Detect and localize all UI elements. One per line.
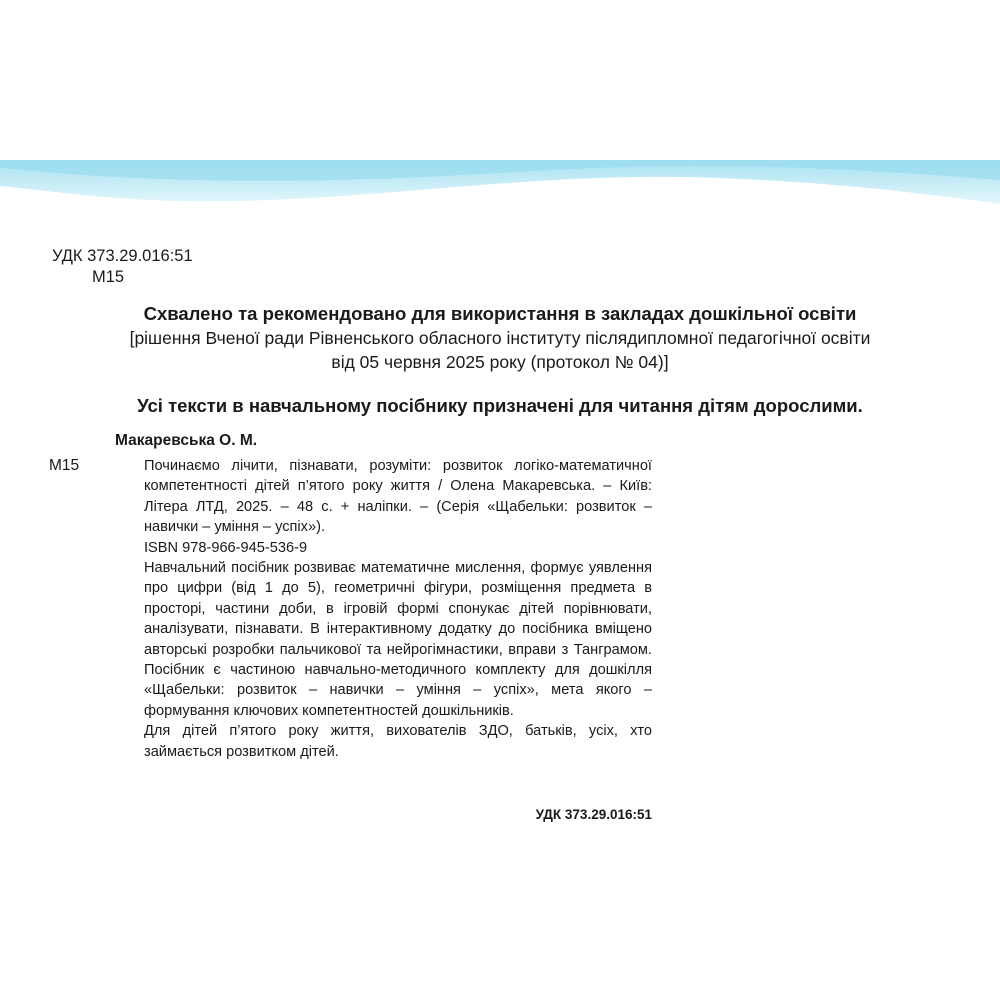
reading-notice: Усі тексти в навчальному посібнику призначені для читання дітям дорослими. [137,395,863,416]
approval-decision-line1: [рішення Вченої ради Рівненського обласного інституту післядипломної педагогічної освіти [129,328,871,348]
isbn: ISBN 978-966-945-536-9 [144,539,308,556]
bibliographic-description [144,456,652,762]
udk-footer: УДК 373.29.016:51 [535,807,652,822]
author-name: Макаревська О. М. [115,432,258,449]
approval-title: Схвалено та рекомендовано для використання в закладах дошкільної освіти [143,303,857,324]
audience-text: Для дітей п’ятого року життя, вихователів ЗДО, батьків, усіх, хто займається розвитком дітей. [144,723,652,760]
index-code: М15 [92,268,125,286]
approval-block [40,302,960,374]
annotation-text: Навчальний посібник розвиває математичне мислення, формує уявлення про цифри (від 1 до 5), геометричні фігури, розміщення предмета в просторі, частини доби, в ігровій формі спонукає дітей порівнювати, аналізувати, пізнавати. В інтерактивному додатку до посібника вміщено авторські розробки пальчикової та нейрогімнастики, вправи з Танграмом. Посібник є частиною навчально-методичного комплекту для дошкілля «Щабельки: розвиток – навички – уміння – успіх», мета якого – формування ключових компетентностей дошкільників. [144,560,652,719]
udk-code: УДК 373.29.016:51 [52,247,193,265]
approval-decision-line2: від 05 червня 2025 року (протокол № 04)] [331,352,669,372]
udk-header [52,246,193,288]
bibliography-index-code: М15 [49,457,80,474]
citation-text: Починаємо лічити, пізнавати, розуміти: розвиток логіко-математичної компетентності дітей п’ятого року життя / Олена Макаревська. – Київ: Літера ЛТД, 2025. – 48 с. + наліпки. – (Серія «Щабельки: розвиток – навички – уміння – успіх»). [144,458,652,536]
decorative-wave-band [0,160,1000,232]
